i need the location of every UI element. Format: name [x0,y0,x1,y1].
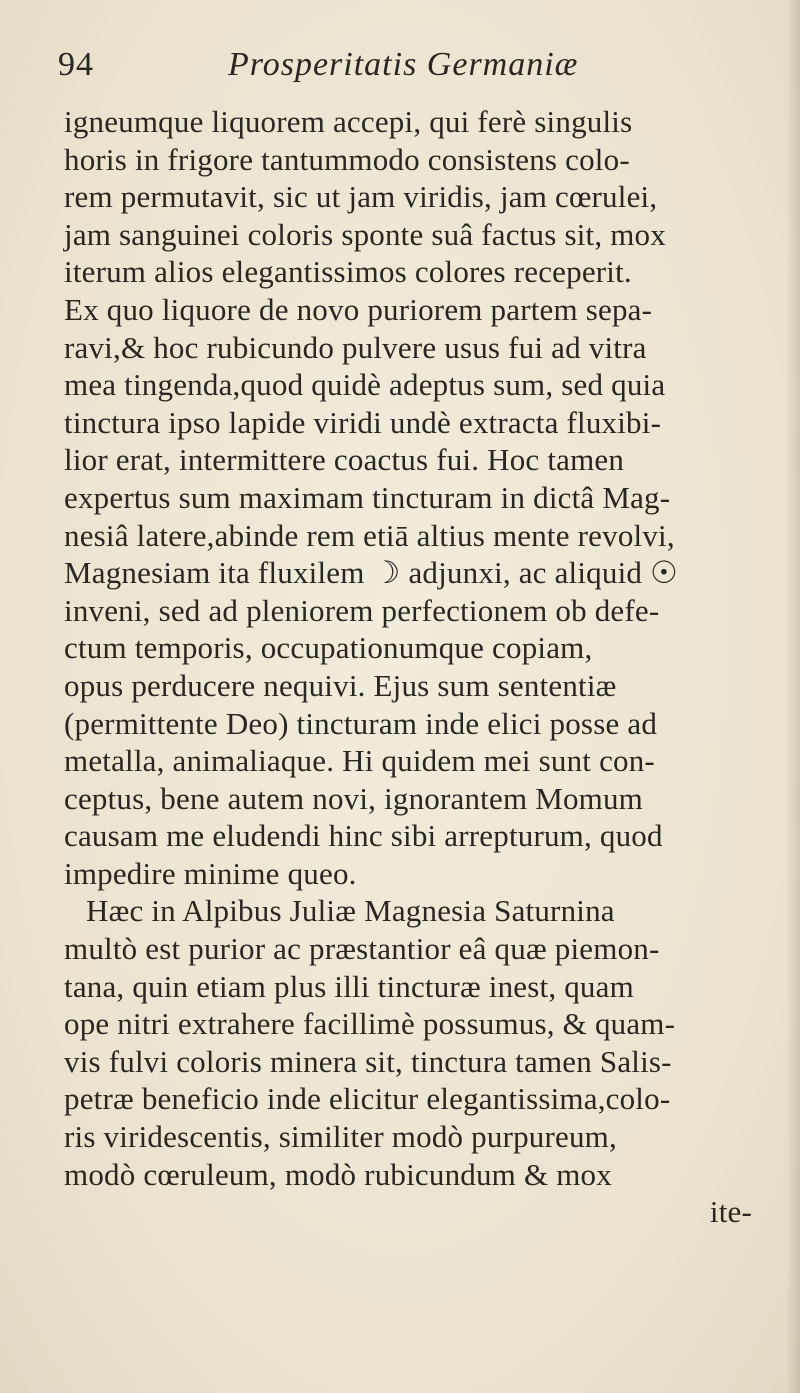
text-line: modò cœruleum, modò rubicundum & mox [64,1156,612,1192]
paragraph-start-line: Hæc in Alpibus Juliæ Magnesia Saturnina [86,893,615,929]
catchword: ite- [709,1194,752,1230]
text-line: ravi,& hoc rubicundo pulvere usus fui ad vitra [64,329,647,365]
text-line: metalla, animaliaque. Hi quidem mei sunt con- [64,743,655,779]
text-line: opus perducere nequivi. Ejus sum sententiæ [64,667,617,703]
text-line: horis in frigore tantummodo consistens colo- [64,141,630,177]
text-line: vis fulvi coloris minera sit, tinctura tamen Salis- [64,1043,672,1079]
text-line: expertus sum maximam tincturam in dictâ Mag- [64,479,671,515]
text-line: causam me eludendi hinc sibi arrepturum, quod [64,818,663,854]
body-text [64,103,764,1231]
text-line: iterum alios elegantissimos colores receperit. [64,254,632,290]
text-line: tana, quin etiam plus illi tincturæ inest, quam [64,968,634,1004]
text-line: igneumque liquorem accepi, qui ferè singulis [64,104,633,139]
text-line: jam sanguinei coloris sponte suâ factus sit, mox [64,216,666,252]
text-line: rem permutavit, sic ut jam viridis, jam cœrulei, [64,179,658,215]
text-line: impedire minime queo. [64,855,357,891]
text-line: lior erat, intermittere coactus fui. Hoc tamen [64,442,625,478]
text-line: ctum temporis, occupationumque copiam, [64,630,593,666]
text-line: Ex quo liquore de novo puriorem partem sepa- [64,291,653,327]
text-line: ceptus, bene autem novi, ignorantem Momum [64,780,643,816]
text-line: mea tingenda,quod quidè adeptus sum, sed quia [64,367,666,403]
text-line: multò est purior ac præstantior eâ quæ piemon- [64,931,660,967]
running-title: Prosperitatis Germaniæ [228,46,579,83]
text-line: petræ beneficio inde elicitur elegantissima,colo- [64,1081,671,1117]
text-line: ris viridescentis, similiter modò purpureum, [64,1119,617,1155]
text-line: (permittente Deo) tincturam inde elici posse ad [64,705,658,741]
page-edge-shadow [786,0,800,1393]
page-header [58,46,758,96]
text-line: Magnesiam ita fluxilem ☽ adjunxi, ac aliquid ☉ [64,555,679,591]
page-number: 94 [58,46,94,83]
text-line: nesiâ latere,abinde rem etiā altius mente revolvi, [64,517,675,553]
text-line: ope nitri extrahere facillimè possumus, & quam- [64,1006,676,1042]
text-line: inveni, sed ad pleniorem perfectionem ob defe- [64,592,660,628]
text-line: tinctura ipso lapide viridi undè extracta fluxibi- [64,404,662,440]
